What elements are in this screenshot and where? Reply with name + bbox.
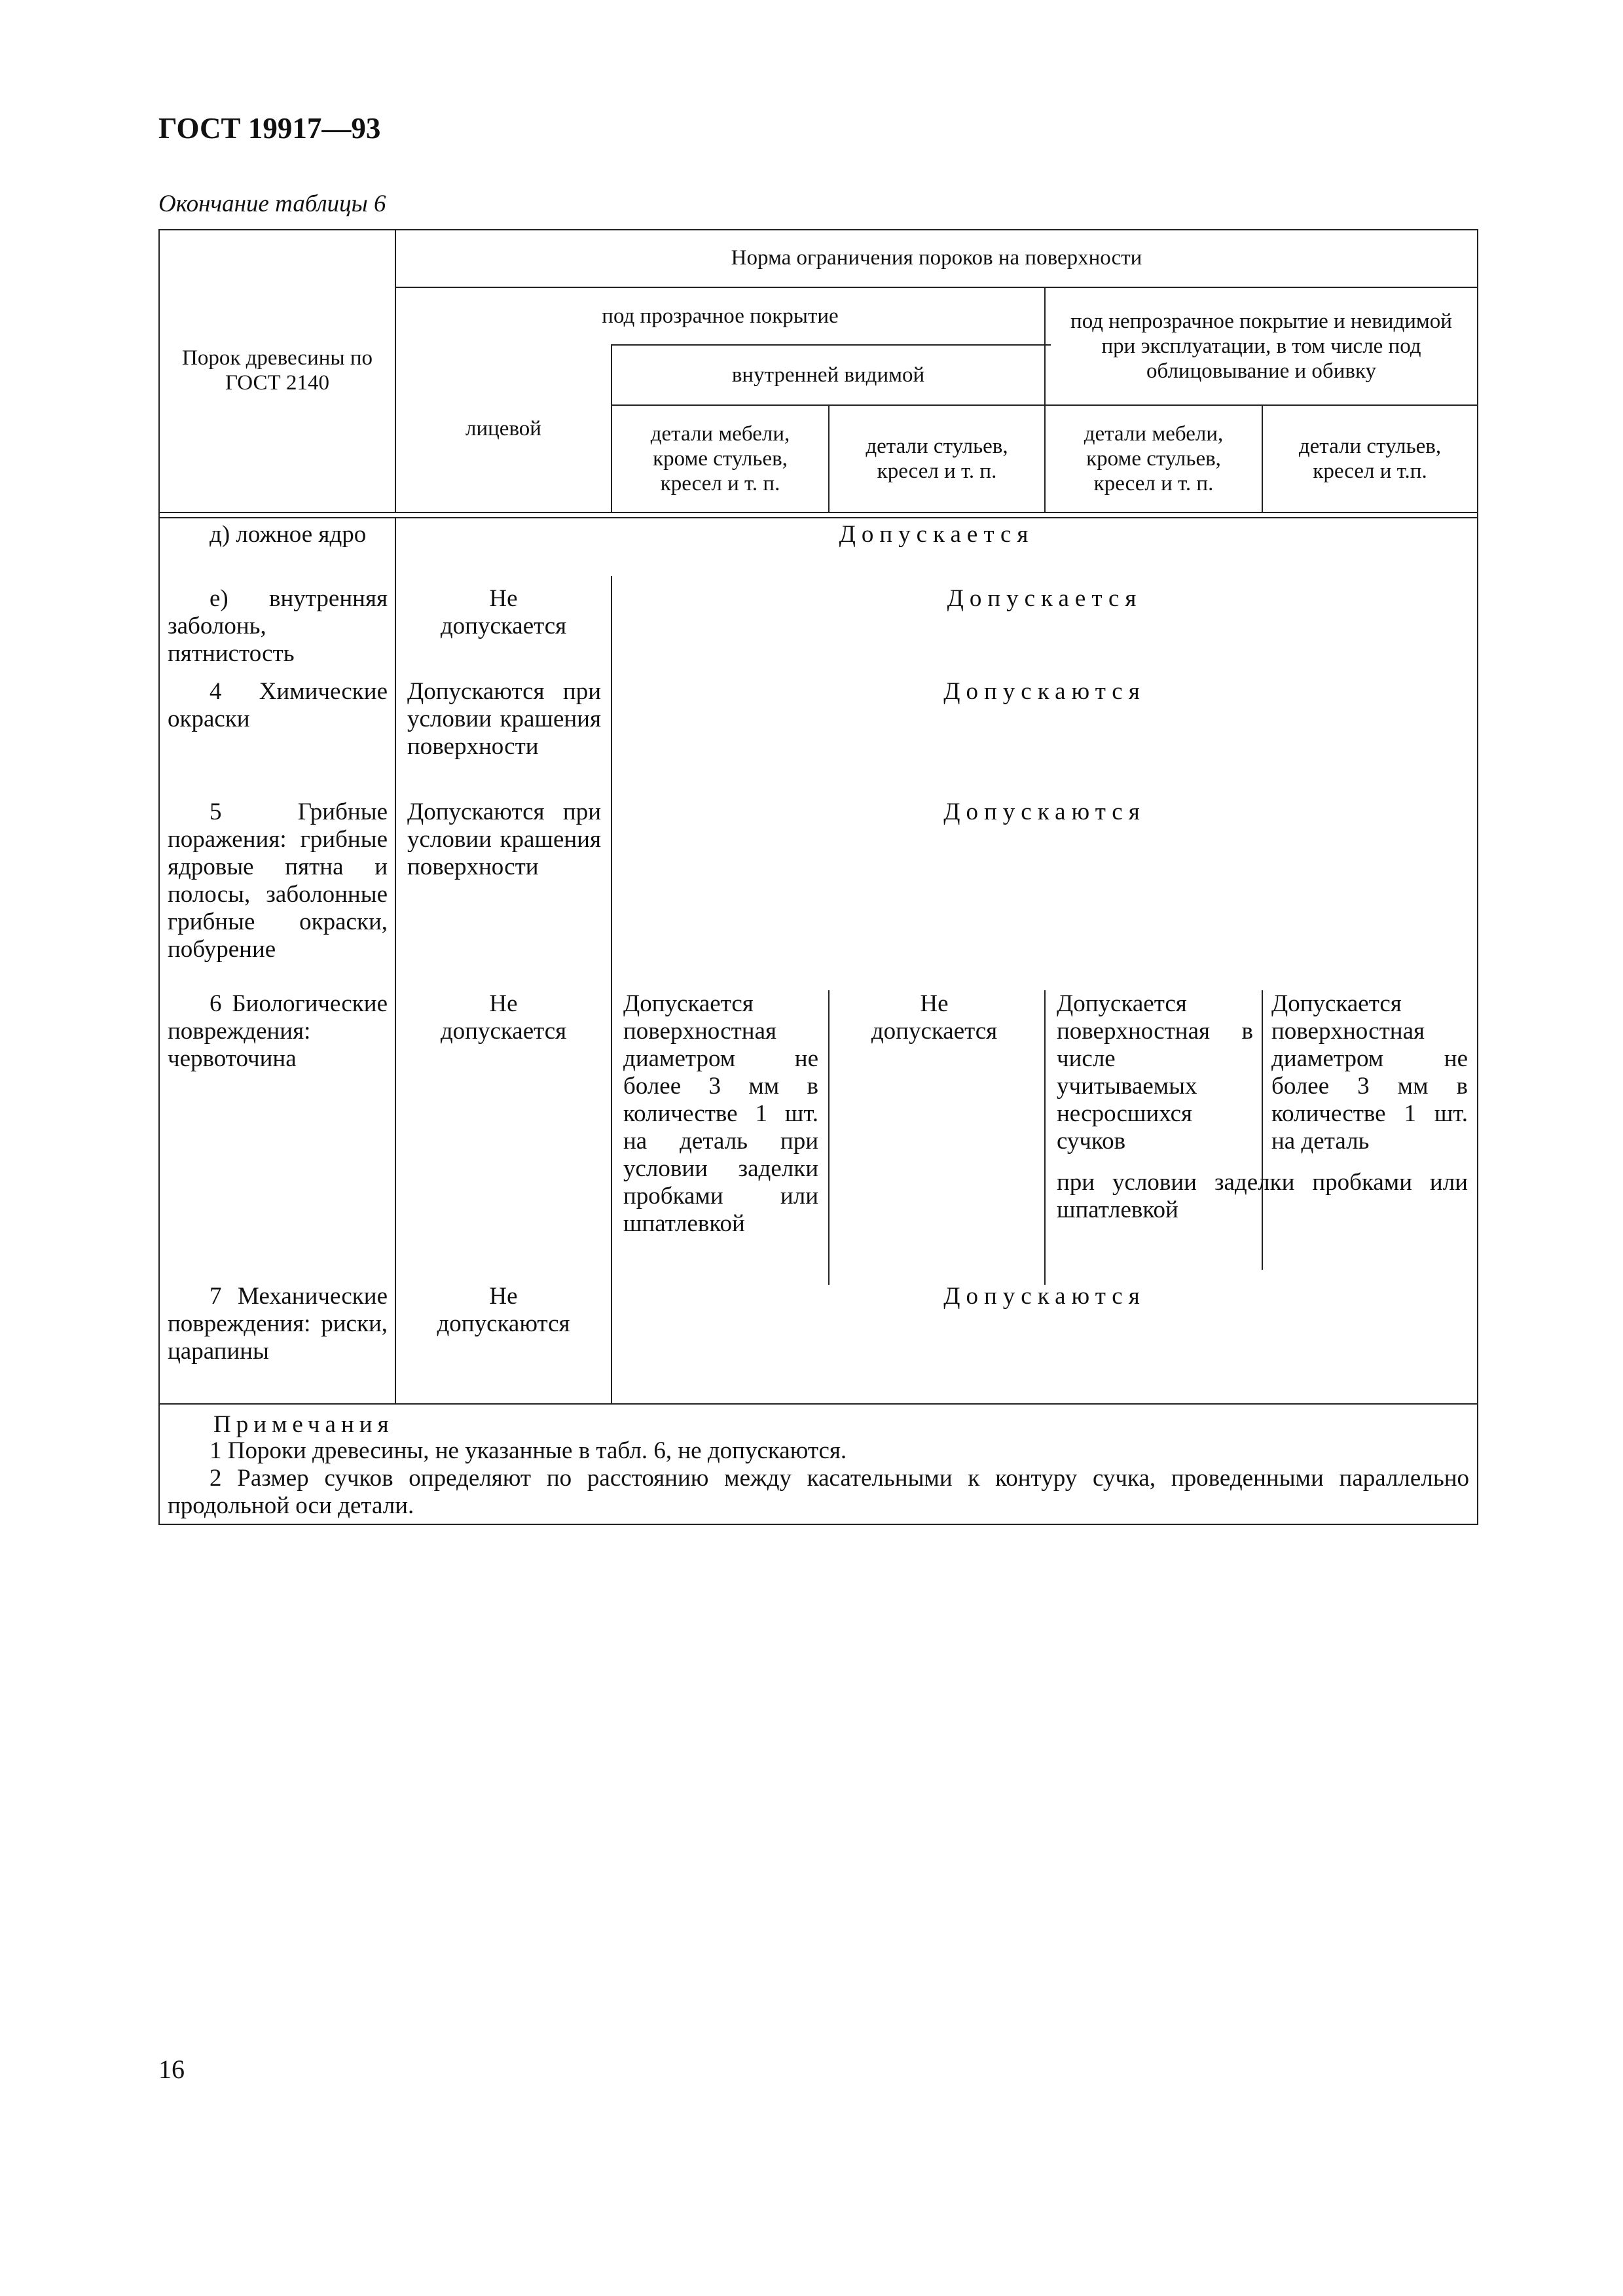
header-opaque-chairs: детали стульев, кресел и т.п. — [1298, 435, 1442, 483]
header-face: лицевой — [465, 417, 541, 440]
header-line-4b — [158, 517, 1478, 518]
note-2: 2 Размер сучков определяют по расстоянию между касательными к контуру сучка, проведенными параллельно продольной оси детали. — [168, 1465, 1469, 1519]
row5-defect: 6 Биологические повреждения: червоточина — [168, 990, 388, 1072]
row5-inner-chairs: Не допускается — [871, 990, 998, 1045]
row3-defect: 4 Химические окраски — [168, 678, 388, 732]
row4-face: Допускаются при условии крашения поверхности — [407, 798, 601, 880]
header-opaque: под непрозрачное покрытие и невидимой при эксплуатации, в том числе под облицовывание и обивку — [1070, 310, 1452, 383]
table-border-right — [1477, 229, 1478, 1525]
document-header: ГОСТ 19917—93 — [158, 112, 381, 145]
table-caption: Окончание таблицы 6 — [158, 190, 386, 217]
body-line-opaque-split — [1262, 990, 1263, 1270]
row1-span: Допускается — [839, 521, 1034, 548]
header-inner-visible: внутренней видимой — [731, 363, 925, 387]
row5-inner-furniture: Допускается поверхностная диаметром не более 3 мм в количестве 1 шт. на деталь при условии заделки пробками или шпатлевкой — [623, 990, 818, 1237]
body-line-defect — [395, 517, 396, 1403]
notes-separator — [158, 1403, 1478, 1405]
row2-span: Допускается — [947, 585, 1142, 612]
page-number: 16 — [158, 2054, 185, 2084]
row6-face: Не допускаются — [437, 1283, 570, 1337]
note-1: 1 Пороки древесины, не указанные в табл. 6, не допускаются. — [210, 1437, 847, 1464]
table-border-bottom — [158, 1524, 1478, 1525]
row2-defect: е) внутренняя заболонь, пятнистость — [168, 585, 388, 667]
row6-span: Допускаются — [943, 1283, 1146, 1310]
header-transparent: под прозрачное покрытие — [602, 304, 839, 328]
row5-face: Не допускается — [440, 990, 567, 1045]
row4-span: Допускаются — [943, 798, 1146, 825]
row5-opaque-common: при условии заделки пробками или шпатлевкой — [1057, 1169, 1468, 1223]
notes-title: Примечания — [213, 1411, 394, 1438]
row4-defect: 5 Грибные поражения: грибные ядровые пятна и полосы, заболонные грибные окраски, побурение — [168, 798, 388, 963]
header-norm: Норма ограничения пороков на поверхности — [731, 246, 1142, 270]
row1-defect: д) ложное ядро — [210, 521, 367, 548]
row2-face: Не допускается — [440, 585, 567, 639]
header-line-4a — [158, 512, 1478, 513]
defects-table — [158, 229, 1478, 1525]
header-opaque-furniture: детали мебели, кроме стульев, кресел и т. п. — [1084, 422, 1224, 495]
header-inner-chairs: детали стульев, кресел и т. п. — [866, 435, 1008, 483]
row3-face: Допускаются при условии крашения поверхности — [407, 678, 601, 760]
body-line-opaque — [1044, 990, 1046, 1285]
header-inner-furniture: детали мебели, кроме стульев, кресел и т. п. — [650, 422, 790, 495]
header-defect: Порок древесины по ГОСТ 2140 — [182, 346, 373, 395]
row3-span: Допускаются — [943, 678, 1146, 705]
row5-opaque-chairs: Допускается поверхностная диаметром не более 3 мм в количестве 1 шт. на деталь — [1271, 990, 1468, 1155]
row6-defect: 7 Механические повреждения: риски, царапины — [168, 1283, 388, 1365]
row5-opaque-furniture: Допускается поверхностная в числе учитываемых несросшихся сучков — [1057, 990, 1253, 1155]
body-line-inner — [828, 990, 830, 1285]
